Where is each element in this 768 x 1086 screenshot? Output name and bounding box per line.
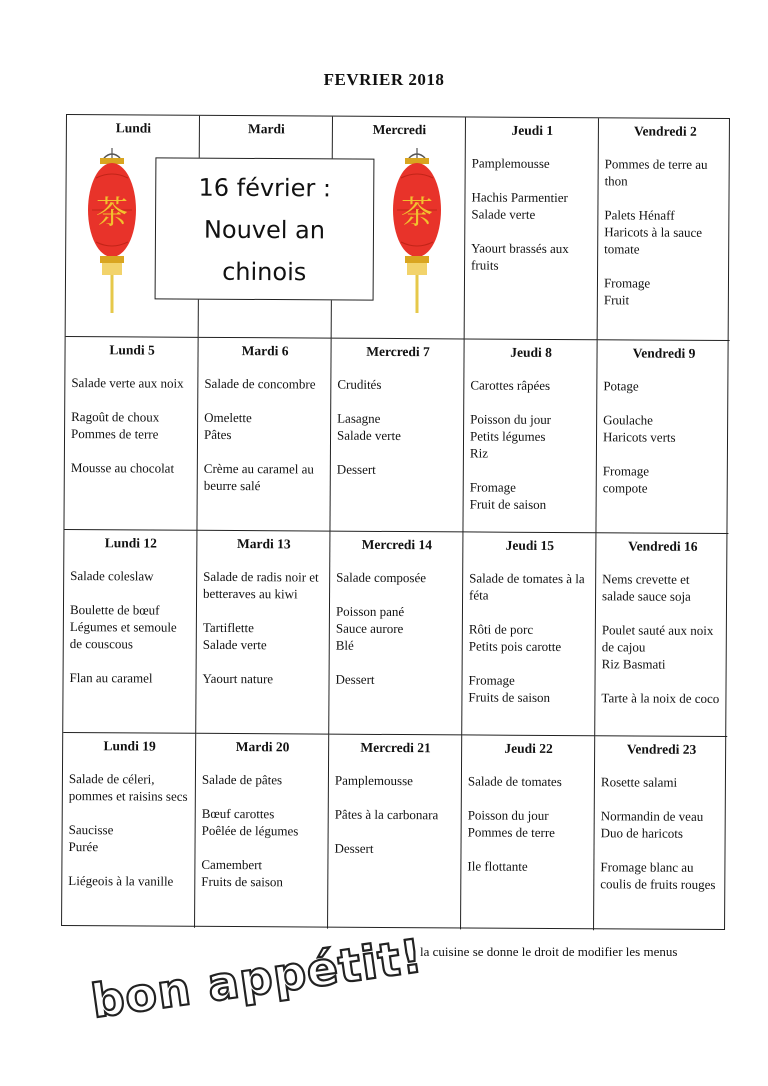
meal-course bbox=[467, 857, 588, 875]
dish-item: Poulet sauté aux noix de cajou bbox=[601, 622, 714, 655]
meal-course bbox=[335, 806, 456, 824]
day-heading: Jeudi 1 bbox=[511, 122, 554, 138]
day-cell bbox=[64, 337, 198, 531]
day-cell bbox=[196, 531, 330, 735]
dish-item: Mousse au chocolat bbox=[70, 460, 175, 476]
day-heading: Mercredi bbox=[372, 121, 427, 138]
meal-course bbox=[602, 621, 723, 673]
meal-course bbox=[334, 840, 455, 858]
page-title: FEVRIER 2018 bbox=[323, 70, 445, 89]
meal-course bbox=[69, 770, 190, 805]
dish-item: Palets Hénaff bbox=[604, 207, 675, 223]
meal-course bbox=[603, 411, 724, 446]
dish-item: Poisson du jour bbox=[470, 411, 552, 427]
dish-item: Carottes râpées bbox=[470, 377, 551, 393]
dish-item: Pamplemousse bbox=[471, 155, 550, 171]
day-heading: Mardi 13 bbox=[237, 536, 291, 552]
meal-course bbox=[68, 821, 189, 856]
dish-item: Salade verte bbox=[471, 206, 536, 222]
dish-item: Omelette bbox=[204, 409, 252, 426]
dish-item: Salade de concombre bbox=[204, 375, 316, 392]
dish-item: Petits pois carotte bbox=[468, 638, 562, 655]
meal-course bbox=[337, 410, 458, 445]
meal-course bbox=[602, 570, 723, 605]
day-heading: Lundi bbox=[115, 120, 152, 136]
dish-item: Salade de radis noir et betteraves au kiwi bbox=[203, 568, 319, 602]
dish-item: Fromage blanc au coulis de fruits rouges bbox=[600, 859, 716, 892]
day-heading: Jeudi 22 bbox=[504, 740, 553, 756]
day-cell bbox=[463, 339, 597, 533]
dish-item: Rôti de porc bbox=[468, 621, 534, 637]
day-cell bbox=[195, 734, 329, 929]
meal-course bbox=[468, 671, 589, 706]
meal-course bbox=[336, 671, 457, 689]
footer-note: la cuisine se donne le droit de modifier les menus bbox=[420, 944, 678, 959]
day-heading: Lundi 5 bbox=[109, 342, 155, 358]
dish-item: Salade verte aux noix bbox=[71, 375, 184, 391]
dish-item: Crudités bbox=[337, 376, 382, 392]
dish-item: Fromage bbox=[602, 463, 650, 479]
dish-item: Pommes de terre bbox=[71, 426, 159, 442]
meal-course bbox=[601, 689, 722, 707]
day-cell bbox=[598, 118, 731, 341]
dish-item: Dessert bbox=[335, 671, 375, 687]
dish-item: Ragoût de choux bbox=[71, 409, 160, 425]
meal-course bbox=[603, 462, 724, 497]
dish-item: Rosette salami bbox=[600, 774, 678, 790]
dish-item: Nems crevette et salade sauce soja bbox=[602, 571, 691, 604]
day-heading: Mercredi 14 bbox=[361, 536, 433, 553]
dish-item: Haricots à la sauce tomate bbox=[604, 224, 703, 257]
lantern-glyph: 茶 bbox=[400, 193, 434, 231]
dish-item: Saucisse bbox=[68, 822, 114, 838]
dish-item: Fruits de saison bbox=[468, 689, 551, 705]
meal-course bbox=[336, 569, 457, 587]
dish-item: Fruit bbox=[603, 292, 630, 308]
meal-course bbox=[601, 773, 722, 791]
dish-item: Pommes de terre au thon bbox=[604, 156, 708, 189]
dish-item: Liégeois à la vanille bbox=[68, 873, 174, 889]
chinese-new-year-banner bbox=[155, 157, 375, 300]
meal-course bbox=[71, 408, 192, 443]
dish-item: Riz bbox=[469, 445, 489, 461]
day-cell bbox=[328, 735, 462, 930]
meal-course bbox=[203, 619, 324, 654]
dish-item: Dessert bbox=[334, 840, 374, 856]
meal-course bbox=[202, 771, 323, 789]
dish-item: Ile flottante bbox=[467, 858, 528, 874]
meal-course bbox=[472, 154, 593, 172]
meal-course bbox=[471, 239, 592, 274]
meal-course bbox=[203, 670, 324, 688]
dish-item: Yaourt nature bbox=[202, 670, 274, 687]
day-heading: Mardi bbox=[247, 121, 285, 137]
dish-item: Petits légumes bbox=[469, 428, 546, 444]
dish-item: Fromage bbox=[468, 672, 515, 688]
day-heading: Lundi 12 bbox=[104, 535, 158, 551]
dish-item: Salade verte bbox=[336, 427, 401, 444]
meal-course bbox=[203, 568, 324, 603]
dish-item: Normandin de veau bbox=[600, 808, 704, 824]
day-cell bbox=[329, 532, 463, 736]
meal-course bbox=[70, 669, 191, 687]
dish-item: Pâtes à la carbonara bbox=[334, 806, 439, 823]
day-cell bbox=[330, 339, 464, 533]
dish-item: Flan au caramel bbox=[69, 670, 153, 686]
day-cell bbox=[461, 735, 595, 930]
dish-item: Salade composée bbox=[336, 569, 427, 586]
meal-course bbox=[70, 567, 191, 585]
meal-course bbox=[68, 872, 189, 890]
dish-item: Purée bbox=[68, 839, 99, 855]
meal-course bbox=[71, 374, 192, 392]
day-cell bbox=[63, 530, 197, 734]
dish-item: Boulette de bœuf bbox=[69, 602, 160, 618]
dish-item: Dessert bbox=[336, 461, 376, 477]
dish-item: compote bbox=[602, 480, 648, 496]
day-heading: Mercredi 21 bbox=[360, 739, 431, 756]
meal-course bbox=[204, 460, 325, 495]
dish-item: Tarte à la noix de coco bbox=[601, 690, 720, 707]
dish-item: Yaourt brassés aux fruits bbox=[471, 240, 569, 273]
meal-course bbox=[604, 274, 725, 309]
banner-line-1: 16 février : bbox=[198, 173, 332, 203]
meal-course bbox=[469, 620, 590, 655]
lantern-icon bbox=[82, 148, 142, 313]
meal-course bbox=[201, 856, 322, 891]
dish-item: Légumes et semoule de couscous bbox=[69, 619, 177, 652]
meal-course bbox=[336, 603, 457, 655]
dish-item: Fromage bbox=[469, 479, 516, 495]
day-heading: Jeudi 8 bbox=[510, 344, 552, 360]
meal-course bbox=[337, 376, 458, 394]
day-cell bbox=[594, 736, 727, 931]
dish-item: Potage bbox=[603, 378, 639, 394]
day-cell bbox=[462, 532, 596, 736]
banner-line-3: chinois bbox=[222, 257, 307, 287]
dish-item: Fruits de saison bbox=[201, 873, 283, 890]
day-heading: Mercredi 7 bbox=[366, 343, 430, 360]
day-heading: Vendredi 2 bbox=[634, 123, 697, 139]
dish-item: Salade verte bbox=[202, 636, 267, 653]
day-cell bbox=[62, 733, 196, 928]
dish-item: Salade coleslaw bbox=[70, 568, 154, 584]
dish-item: Fromage bbox=[603, 275, 651, 291]
dish-item: Poisson du jour bbox=[467, 807, 549, 823]
meal-course bbox=[71, 459, 192, 477]
lantern-icon bbox=[387, 148, 447, 313]
dish-item: Salade de pâtes bbox=[201, 771, 283, 788]
meal-course bbox=[471, 188, 592, 223]
dish-item: Tartiflette bbox=[202, 619, 254, 636]
day-heading: Vendredi 9 bbox=[632, 345, 696, 361]
meal-course bbox=[601, 807, 722, 842]
dish-item: Hachis Parmentier bbox=[471, 189, 568, 206]
meal-course bbox=[604, 206, 725, 258]
day-heading: Mardi 20 bbox=[235, 739, 290, 755]
day-heading: Mardi 6 bbox=[241, 343, 289, 359]
day-cell bbox=[197, 338, 331, 532]
meal-course bbox=[70, 601, 191, 653]
dish-item: Salade de tomates bbox=[467, 773, 562, 790]
bon-appetit-wordart bbox=[80, 906, 427, 1029]
dish-item: Salade de tomates à la féta bbox=[469, 570, 585, 603]
meal-course bbox=[468, 806, 589, 841]
dish-item: Crème au caramel au beurre salé bbox=[203, 460, 314, 494]
meal-course bbox=[337, 461, 458, 479]
lantern-glyph: 茶 bbox=[95, 193, 129, 231]
day-cell bbox=[595, 533, 728, 737]
day-heading: Jeudi 15 bbox=[505, 537, 555, 553]
day-heading: Lundi 19 bbox=[103, 738, 156, 754]
meal-course bbox=[204, 375, 325, 393]
meal-course bbox=[335, 772, 456, 790]
meal-course bbox=[470, 478, 591, 513]
day-cell bbox=[596, 340, 729, 534]
dish-item: Bœuf carottes bbox=[201, 805, 275, 822]
dish-item: Blé bbox=[335, 637, 354, 653]
meal-course bbox=[603, 377, 724, 395]
dish-item: Poisson pané bbox=[335, 603, 405, 620]
meal-course bbox=[204, 409, 325, 444]
dish-item: Haricots verts bbox=[602, 429, 676, 445]
dish-item: Fruit de saison bbox=[469, 496, 547, 512]
dish-item: Sauce aurore bbox=[335, 620, 404, 637]
banner-line-2: Nouvel an bbox=[203, 215, 326, 245]
dish-item: Riz Basmati bbox=[601, 656, 666, 672]
meal-course bbox=[202, 805, 323, 840]
meal-course bbox=[470, 410, 591, 462]
day-heading: Vendredi 23 bbox=[626, 741, 697, 757]
dish-item: Salade de céleri, pommes et raisins secs bbox=[68, 771, 188, 804]
bon-appetit-text: bon appétit! bbox=[87, 928, 427, 1029]
dish-item: Pamplemousse bbox=[334, 772, 413, 789]
dish-item: Camembert bbox=[201, 856, 263, 873]
day-cell bbox=[465, 117, 599, 340]
meal-course bbox=[600, 858, 721, 893]
dish-item: Poêlée de légumes bbox=[201, 822, 299, 839]
day-heading: Vendredi 16 bbox=[628, 538, 698, 554]
meal-course bbox=[468, 772, 589, 790]
meal-course bbox=[469, 569, 590, 604]
dish-item: Pommes de terre bbox=[467, 824, 556, 841]
meal-course bbox=[470, 376, 591, 394]
dish-item: Duo de haricots bbox=[600, 825, 683, 841]
meal-course bbox=[605, 155, 726, 190]
dish-item: Pâtes bbox=[203, 426, 232, 443]
dish-item: Goulache bbox=[603, 412, 653, 428]
dish-item: Lasagne bbox=[337, 410, 381, 426]
